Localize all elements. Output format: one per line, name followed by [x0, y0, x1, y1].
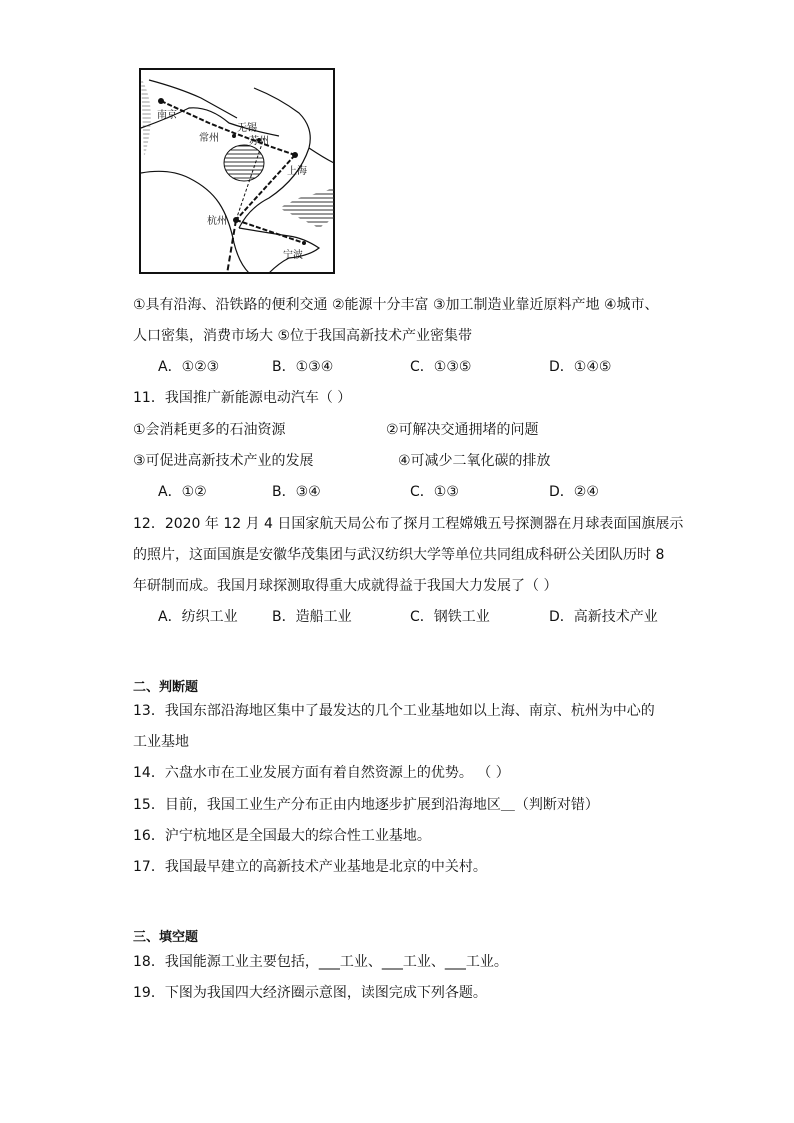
q10-option-d[interactable]: D．①④⑤ — [549, 359, 612, 375]
section3-title: 三、填空题 — [133, 930, 199, 945]
q12-line1: 12．2020 年 12 月 4 日国家航天局公布了探月工程嫦娥五号探测器在月球表面国旗展示 — [133, 516, 684, 532]
map-label-hangzhou: 杭州 — [207, 216, 227, 227]
q11-option-a[interactable]: A．①② — [158, 484, 207, 500]
q11-statement-3: ③可促进高新技术产业的发展 — [133, 453, 314, 469]
map-label-changzhou: 常州 — [199, 133, 219, 144]
q12-line2: 的照片，这面国旗是安徽华茂集团与武汉纺织大学等单位共同组成科研公关团队历时 8 — [133, 547, 665, 563]
q11-stem: 11．我国推广新能源电动汽车（ ） — [133, 390, 352, 406]
q18: 18．我国能源工业主要包括，___工业、___工业、___工业。 — [133, 954, 508, 970]
q11-statement-1: ①会消耗更多的石油资源 — [133, 422, 286, 438]
q15: 15．目前，我国工业生产分布正由内地逐步扩展到沿海地区＿（判断对错） — [133, 797, 599, 813]
q12-option-a[interactable]: A．纺织工业 — [158, 609, 238, 625]
map-label-nanjing: 南京 — [157, 110, 177, 121]
q11-statement-4: ④可减少二氧化碳的排放 — [398, 453, 551, 469]
q17: 17．我国最早建立的高新技术产业基地是北京的中关村。 — [133, 859, 487, 875]
q11-option-d[interactable]: D．②④ — [549, 484, 599, 500]
q12-option-b[interactable]: B．造船工业 — [272, 609, 352, 625]
q11-option-b[interactable]: B．③④ — [272, 484, 321, 500]
map-label-wuxi: 无锡 — [237, 123, 257, 134]
q12-line3: 年研制而成。我国月球探测取得重大成就得益于我国大力发展了（ ） — [133, 578, 558, 594]
q19: 19．下图为我国四大经济圈示意图，读图完成下列各题。 — [133, 985, 487, 1001]
q10-option-b[interactable]: B．①③④ — [272, 359, 334, 375]
q10-option-a[interactable]: A．①②③ — [158, 359, 220, 375]
yangtze-delta-map — [139, 68, 335, 274]
q11-option-c[interactable]: C．①③ — [410, 484, 459, 500]
q16: 16．沪宁杭地区是全国最大的综合性工业基地。 — [133, 828, 431, 844]
q10-statements-line1: ①具有沿海、沿铁路的便利交通 ②能源十分丰富 ③加工制造业靠近原料产地 ④城市、 — [133, 297, 659, 313]
map-label-ningbo: 宁波 — [283, 250, 303, 261]
section2-title: 二、判断题 — [133, 680, 199, 695]
q10-statements-line2: 人口密集，消费市场大 ⑤位于我国高新技术产业密集带 — [133, 328, 472, 344]
q11-statement-2: ②可解决交通拥堵的问题 — [386, 422, 539, 438]
map-label-shanghai: 上海 — [287, 166, 307, 177]
q13-line1: 13．我国东部沿海地区集中了最发达的几个工业基地如以上海、南京、杭州为中心的 — [133, 703, 655, 719]
q13-line2: 工业基地 — [133, 734, 189, 750]
q12-option-d[interactable]: D．高新技术产业 — [549, 609, 658, 625]
q10-option-c[interactable]: C．①③⑤ — [410, 359, 472, 375]
q12-option-c[interactable]: C．钢铁工业 — [410, 609, 490, 625]
map-label-suzhou: 苏州 — [249, 136, 269, 147]
q14: 14．六盘水市在工业发展方面有着自然资源上的优势。 （ ） — [133, 765, 510, 781]
